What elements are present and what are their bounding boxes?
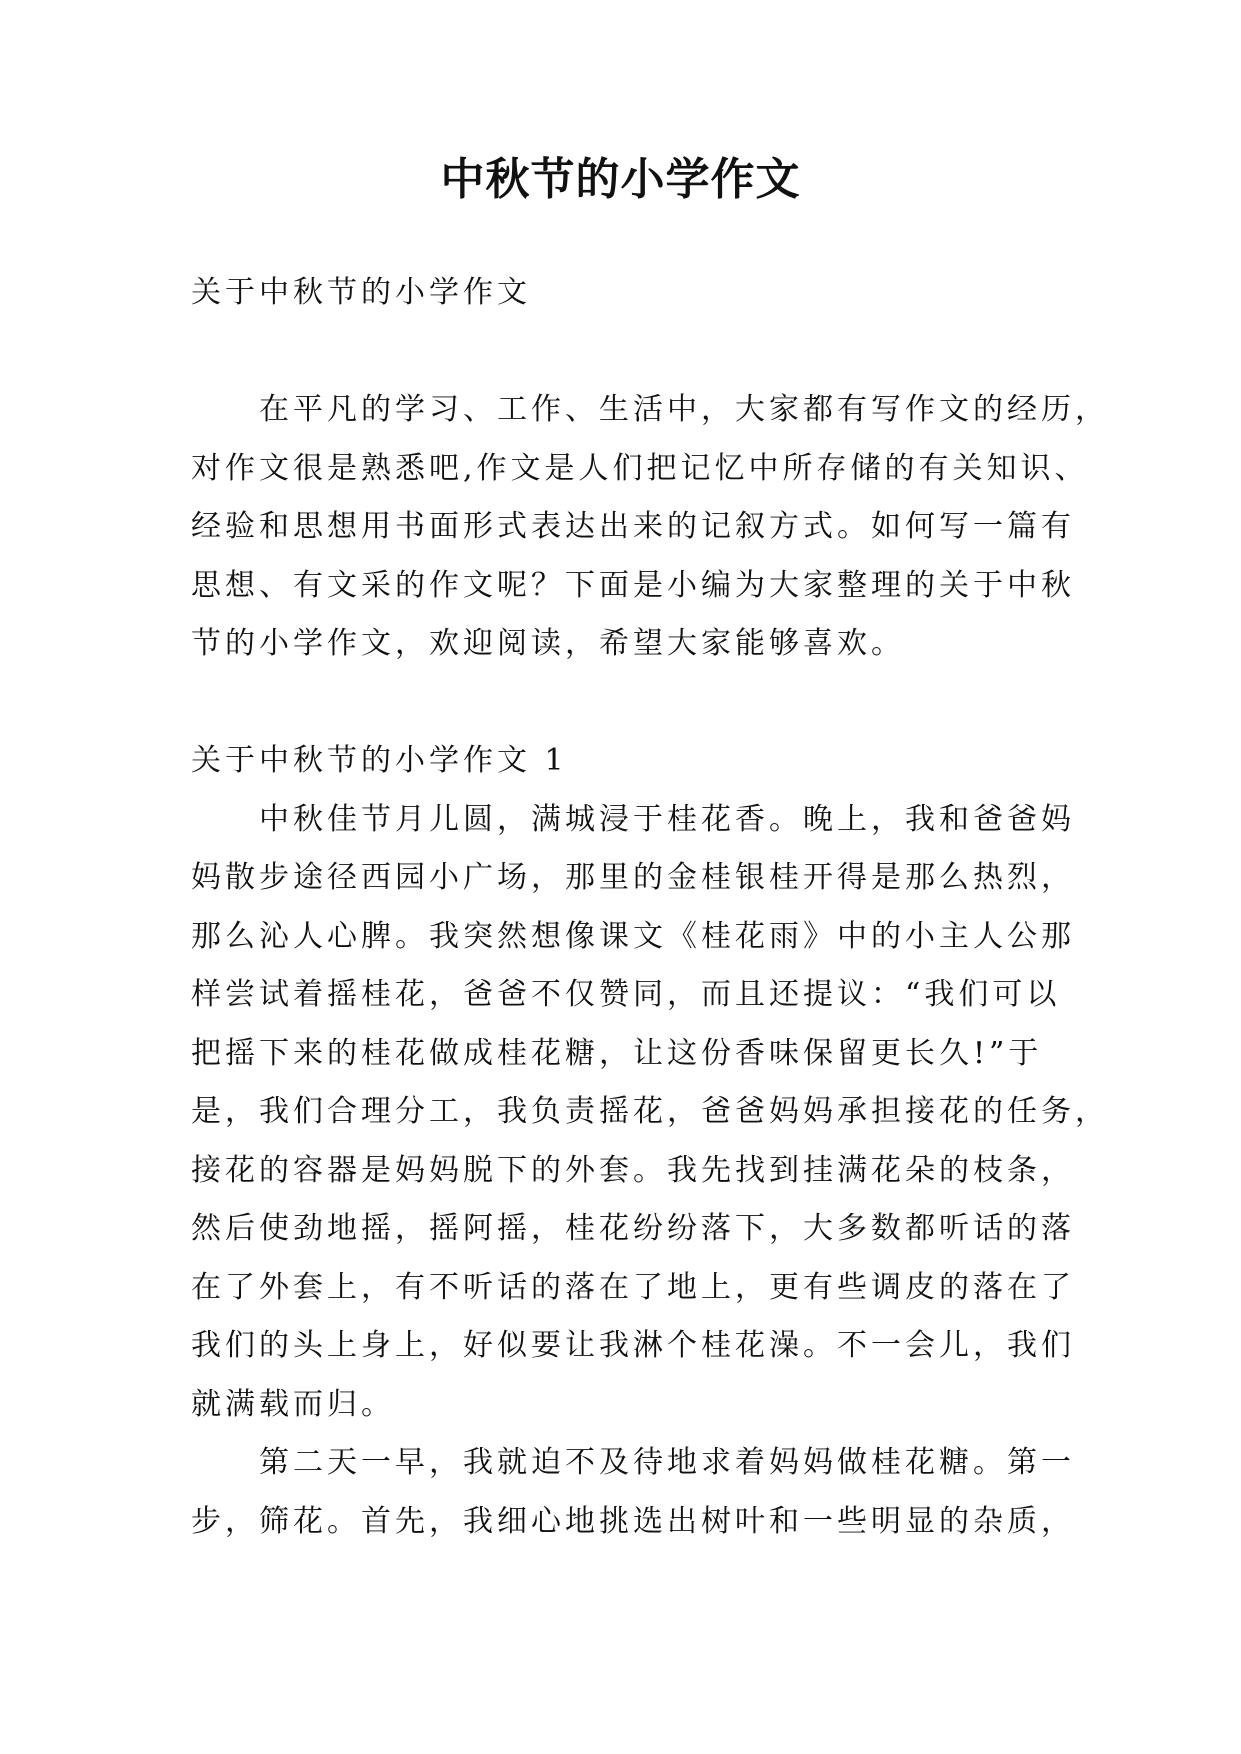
- text-line: 妈散步途径西园小广场，那里的金桂银桂开得是那么热烈，: [191, 860, 1075, 895]
- spacer: [191, 674, 1071, 733]
- subtitle: 关于中秋节的小学作文: [191, 275, 531, 310]
- text-line: 那么沁人心脾。我突然想像课文《桂花雨》中的小主人公那: [191, 918, 1075, 954]
- document-title: 中秋节的小学作文: [440, 154, 801, 205]
- text-line: 经验和思想用书面形式表达出来的记叙方式。如何写一篇有: [191, 509, 1075, 544]
- text-line: 是，我们合理分工，我负责摇花，爸爸妈妈承担接花的任务，: [191, 1094, 1109, 1129]
- text-line: 在了外套上，有不听话的落在了地上，更有些调皮的落在了: [191, 1269, 1075, 1305]
- section-heading: 关于中秋节的小学作文 1: [191, 743, 568, 778]
- text-line: 就满载而归。: [191, 1386, 395, 1422]
- text-line: 第二天一早，我就迫不及待地求着妈妈做桂花糖。第一: [259, 1445, 1075, 1480]
- text-line: 在平凡的学习、工作、生活中，大家都有写作文的经历，: [259, 392, 1109, 427]
- text-line: 接花的容器是妈妈脱下的外套。我先找到挂满花朵的枝条，: [191, 1152, 1075, 1188]
- text-line: 把摇下来的桂花做成桂花糖，让这份香味保留更长久!”于: [191, 1035, 1043, 1071]
- paragraph-1: [191, 791, 1109, 1435]
- text-line: 然后使劲地摇，摇阿摇，桂花纷纷落下，大多数都听话的落: [191, 1211, 1075, 1246]
- text-line: 思想、有文采的作文呢？下面是小编为大家整理的关于中秋: [191, 567, 1075, 603]
- text-line: 我们的头上身上，好似要让我淋个桂花澡。不一会儿，我们: [191, 1328, 1075, 1363]
- paragraph-2: [191, 1434, 1075, 1551]
- text-line: 样尝试着摇桂花，爸爸不仅赞同，而且还提议：“我们可以: [191, 977, 1061, 1012]
- spacer: [191, 323, 1071, 382]
- text-line: 中秋佳节月儿圆，满城浸于桂花香。晚上，我和爸爸妈: [259, 801, 1075, 837]
- text-line: 步，筛花。首先，我细心地挑选出树叶和一些明显的杂质，: [191, 1503, 1075, 1539]
- intro-paragraph: [191, 381, 1109, 674]
- text-line: 节的小学作文，欢迎阅读，希望大家能够喜欢。: [191, 626, 905, 661]
- text-line: 对作文很是熟悉吧,作文是人们把记忆中所存储的有关知识、: [191, 450, 1089, 486]
- document-body: [191, 264, 1109, 1551]
